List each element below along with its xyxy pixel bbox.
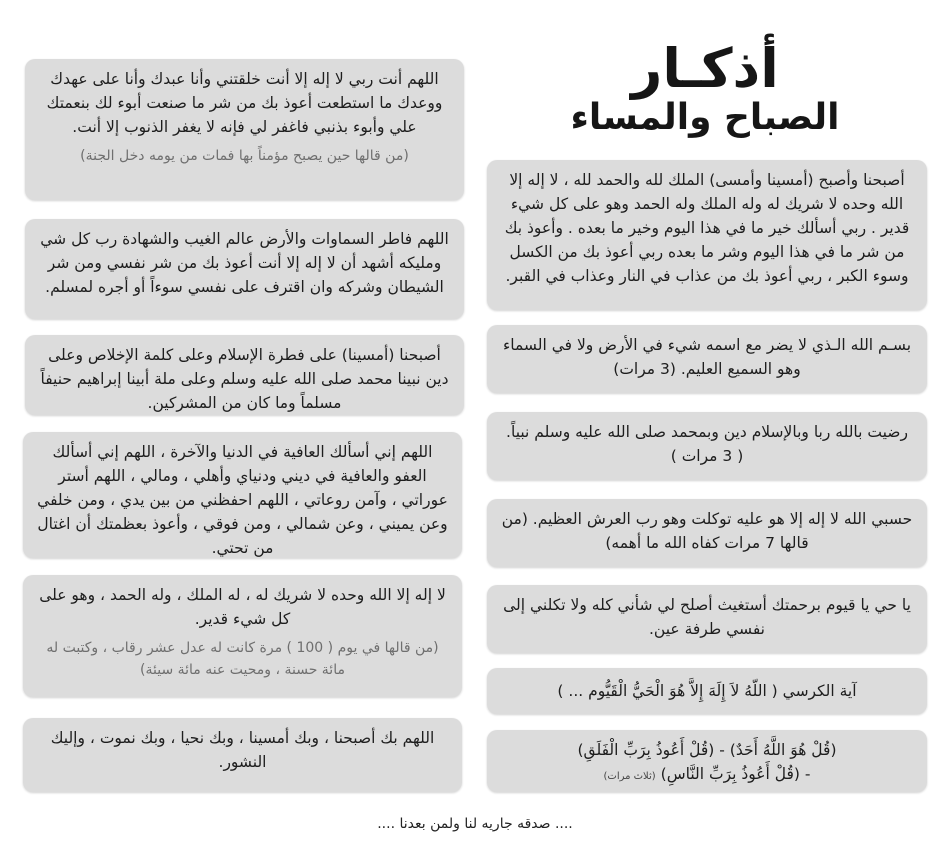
dhikr-text: بسـم الله الـذي لا يضر مع اسمه شيء في الأرض ولا في السماء وهو السميع العليم. (3 مرات) bbox=[502, 336, 912, 378]
dhikr-card-left-2 bbox=[25, 219, 464, 319]
dhikr-text: حسبي الله لا إله إلا هو عليه توكلت وهو رب العرش العظيم. (من قالها 7 مرات كفاه الله ما أهمه) bbox=[501, 510, 913, 552]
dhikr-text: (قُلْ هُوَ اللَّهُ أَحَدٌ) - (قُلْ أَعُوذُ بِرَبِّ الْفَلَقِ) bbox=[577, 741, 837, 759]
page-subtitle: الصباح والمساء bbox=[570, 97, 840, 138]
dhikr-note: (من قالها في يوم ( 100 ) مرة كانت له عدل عشر رقاب ، وكتبت له مائة حسنة ، ومحيت عنه مائة سيئة) bbox=[46, 640, 439, 678]
dhikr-text-2: - (قُلْ أَعُوذُ بِرَبِّ النَّاسِ) bbox=[660, 765, 811, 783]
dhikr-text-line-2 bbox=[501, 762, 913, 789]
dhikr-text: أصبحنا (أمسينا) على فطرة الإسلام وعلى كلمة الإخلاص وعلى دين نبينا محمد صلى الله عليه وسلم وعلى ملة أبينا إبراهيم حنيفاً مسلماً وما كان من المشركين. bbox=[40, 346, 449, 412]
footer-text: .... صدقه جاريه لنا ولمن بعدنا .... bbox=[377, 816, 573, 832]
dhikr-card-left-1 bbox=[25, 59, 464, 200]
page-title: أذكـار bbox=[631, 37, 779, 100]
dhikr-repeat-note: (ثلاث مرات) bbox=[603, 771, 656, 782]
dhikr-note: (من قالها حين يصبح مؤمناً بها فمات من يومه دخل الجنة) bbox=[80, 148, 409, 164]
dhikr-text: أصبحنا وأصبح (أمسينا وأمسى) الملك لله والحمد لله ، لا إله إلا الله وحده لا شريك له وله الملك وله الحمد وهو على كل شيء قدير . ربي أسألك خير ما في هذا اليوم وخير ما بعده . وأعوذ بك من شر ما في هذا اليوم وشر ما بعده ربي أعوذ بك من الكسل وسوء الكبر ، ربي أعوذ بك من عذاب في النار وعذاب في القبر. bbox=[504, 171, 910, 285]
dhikr-card-right-6 bbox=[487, 668, 927, 714]
dhikr-text: اللهم إني أسألك العافية في الدنيا والآخرة ، اللهم إني أسألك العفو والعافية في ديني ودنياي وأهلي ، ومالي ، اللهم أستر عوراتي ، وآمن روعاتي ، اللهم احفظني من بين يدي ، ومن خلفي وعن يميني ، وعن شمالي ، ومن فوقي ، وأعوذ بعظمتك أن اغتال من تحتي. bbox=[37, 443, 448, 557]
dhikr-text: اللهم فاطر السماوات والأرض عالم الغيب والشهادة رب كل شي ومليكه أشهد أن لا إله إلا أنت أعوذ بك من شر نفسي ومن شر الشيطان وشركه وان اقترف على نفسي سوءاً أو أجره لمسلم. bbox=[40, 230, 449, 296]
dhikr-card-right-5 bbox=[487, 585, 927, 653]
dhikr-card-right-4 bbox=[487, 499, 927, 567]
dhikr-text: لا إله إلا الله وحده لا شريك له ، له الملك ، وله الحمد ، وهو على كل شيء قدير. bbox=[39, 586, 446, 628]
dhikr-card-right-3 bbox=[487, 412, 927, 480]
dhikr-card-right-7 bbox=[487, 730, 927, 792]
dhikr-text: رضيت بالله ربا وبالإسلام دين وبمحمد صلى الله عليه وسلم نبياً. ( 3 مرات ) bbox=[506, 423, 908, 465]
dhikr-card-left-5 bbox=[23, 575, 462, 697]
dhikr-card-right-2 bbox=[487, 325, 927, 393]
dhikr-card-left-6 bbox=[23, 718, 462, 792]
dhikr-card-left-3 bbox=[25, 335, 464, 415]
dhikr-text: يا حي يا قيوم برحمتك أستغيث أصلح لي شأني كله ولا تكلني إلى نفسي طرفة عين. bbox=[503, 596, 911, 638]
dhikr-card-left-4 bbox=[23, 432, 462, 558]
dhikr-text: اللهم أنت ربي لا إله إلا أنت خلقتني وأنا عبدك وأنا على عهدك ووعدك ما استطعت أعوذ بك من شر ما صنعت أبوء لك بنعمتك علي وأبوء بذنبي فاغفر لي فإنه لا يغفر الذنوب إلا أنت. bbox=[46, 70, 443, 136]
dhikr-text: اللهم بك أصبحنا ، وبك أمسينا ، وبك نحيا ، وبك نموت ، وإليك النشور. bbox=[50, 729, 435, 771]
dhikr-card-right-1 bbox=[487, 160, 927, 310]
dhikr-text: آية الكرسي ( اللّهُ لاَ إِلَهَ إِلاَّ هُوَ الْحَيُّ الْقَيُّوم ... ) bbox=[557, 682, 857, 700]
